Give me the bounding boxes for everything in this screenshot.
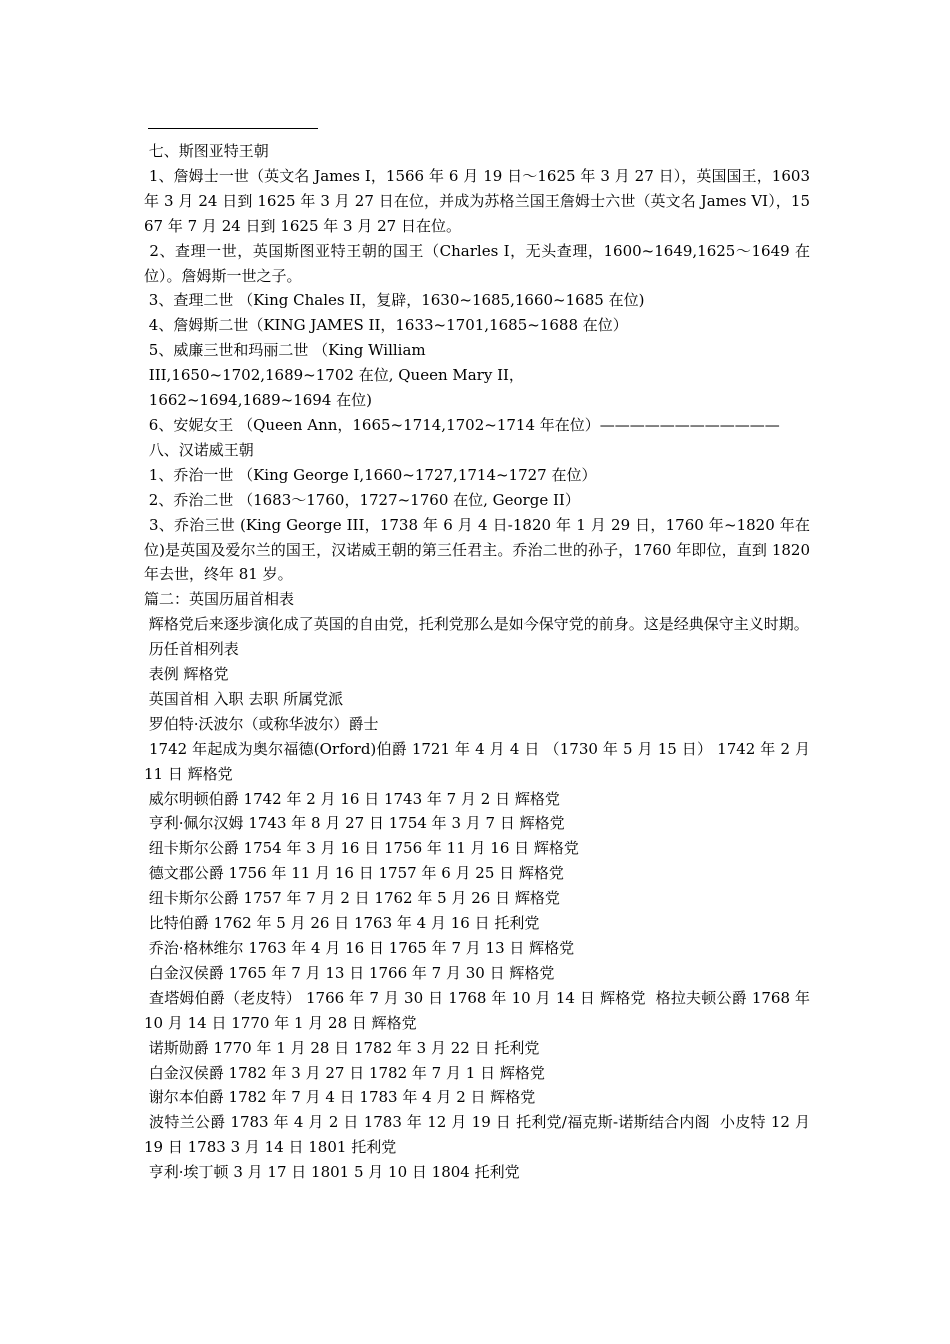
top-rule: [148, 128, 318, 129]
text-line: 德文郡公爵 1756 年 11 月 16 日 1757 年 6 月 25 日 辉格党: [144, 864, 564, 883]
text-line: III,1650~1702,1689~1702 在位, Queen Mary II，: [144, 366, 524, 385]
text-line: 历任首相列表: [144, 640, 239, 659]
text-line: 诺斯勋爵 1770 年 1 月 28 日 1782 年 3 月 22 日 托利党: [144, 1038, 540, 1057]
text-line: 罗伯特·沃波尔（或称华波尔）爵士: [144, 714, 379, 733]
text-line: 威尔明顿伯爵 1742 年 2 月 16 日 1743 年 7 月 2 日 辉格党: [144, 789, 560, 808]
text-line: 1、詹姆士一世（英文名 James I，1566 年 6 月 19 日～1625 年 3 月 27 日），英国国王，1603 年 3 月 24 日到 1625 年 3 月 27 日在位，并成为苏格兰国王詹姆士六世（英文名 James VI），1567 年 7 月 24 日到 1625 年 3 月 27 日在位。: [144, 166, 815, 235]
text-line: 纽卡斯尔公爵 1754 年 3 月 16 日 1756 年 11 月 16 日 辉格党: [144, 839, 579, 858]
text-line: 篇二：英国历届首相表: [144, 590, 295, 609]
text-line: 七、斯图亚特王朝: [144, 142, 269, 160]
document-page: [144, 128, 815, 1185]
text-line: 3、查理二世 （King Chales II，复辟，1630~1685,1660~1685 在位): [144, 291, 645, 310]
text-line: 八、汉诺威王朝: [144, 440, 254, 459]
text-line: 查塔姆伯爵（老皮特） 1766 年 7 月 30 日 1768 年 10 月 14 日 辉格党 格拉夫顿公爵 1768 年 10 月 14 日 1770 年 1 月 28 日 辉格党: [144, 988, 815, 1032]
text-line: 6、安妮女王 （Queen Ann，1665~1714,1702~1714 年在位）————————————: [144, 415, 780, 434]
text-line: 纽卡斯尔公爵 1757 年 7 月 2 日 1762 年 5 月 26 日 辉格党: [144, 889, 560, 908]
text-line: 3、乔治三世 (King George III，1738 年 6 月 4 日-1820 年 1 月 29 日，1760 年~1820 年在位)是英国及爱尔兰的国王，汉诺威王朝的第三任君主。乔治二世的孙子，1760 年即位，直到 1820 年去世，终年 81 岁。: [144, 515, 815, 584]
text-line: 表例 辉格党: [144, 665, 229, 684]
text-line: 乔治·格林维尔 1763 年 4 月 16 日 1765 年 7 月 13 日 辉格党: [144, 939, 575, 957]
text-line: 2、乔治二世 （1683～1760，1727~1760 在位, George II）: [144, 490, 580, 509]
text-line: 谢尔本伯爵 1782 年 7 月 4 日 1783 年 4 月 2 日 辉格党: [144, 1088, 536, 1107]
text-line: 5、威廉三世和玛丽二世 （King William: [144, 341, 426, 360]
text-line: 英国首相 入职 去职 所属党派: [144, 689, 344, 708]
text-line: 2、查理一世，英国斯图亚特王朝的国王（Charles I，无头查理，1600~1649,1625～1649 在位）。詹姆斯一世之子。: [144, 241, 810, 285]
text-line: 白金汉侯爵 1782 年 3 月 27 日 1782 年 7 月 1 日 辉格党: [144, 1063, 545, 1082]
text-line: 辉格党后来逐步演化成了英国的自由党，托利党那么是如今保守党的前身。这是经典保守主义时期。: [144, 615, 809, 634]
text-line: 1、乔治一世 （King George I,1660~1727,1714~1727 在位）: [144, 465, 597, 484]
text-line: 波特兰公爵 1783 年 4 月 2 日 1783 年 12 月 19 日 托利党/福克斯-诺斯结合内阁 小皮特 12 月 19 日 1783 3 月 14 日 1801 托利党: [144, 1113, 815, 1157]
text-line: 比特伯爵 1762 年 5 月 26 日 1763 年 4 月 16 日 托利党: [144, 914, 540, 933]
document-body: [144, 139, 815, 1185]
text-line: 亨利·埃丁顿 3 月 17 日 1801 5 月 10 日 1804 托利党: [144, 1163, 520, 1182]
text-line: 白金汉侯爵 1765 年 7 月 13 日 1766 年 7 月 30 日 辉格党: [144, 963, 555, 982]
text-line: 亨利·佩尔汉姆 1743 年 8 月 27 日 1754 年 3 月 7 日 辉格党: [144, 814, 565, 833]
text-line: 1662~1694,1689~1694 在位): [144, 391, 373, 410]
text-line: 1742 年起成为奥尔福德(Orford)伯爵 1721 年 4 月 4 日 （1730 年 5 月 15 日） 1742 年 2 月 11 日 辉格党: [144, 739, 815, 783]
text-line: 4、詹姆斯二世（KING JAMES II，1633~1701,1685~1688 在位）: [144, 316, 628, 335]
